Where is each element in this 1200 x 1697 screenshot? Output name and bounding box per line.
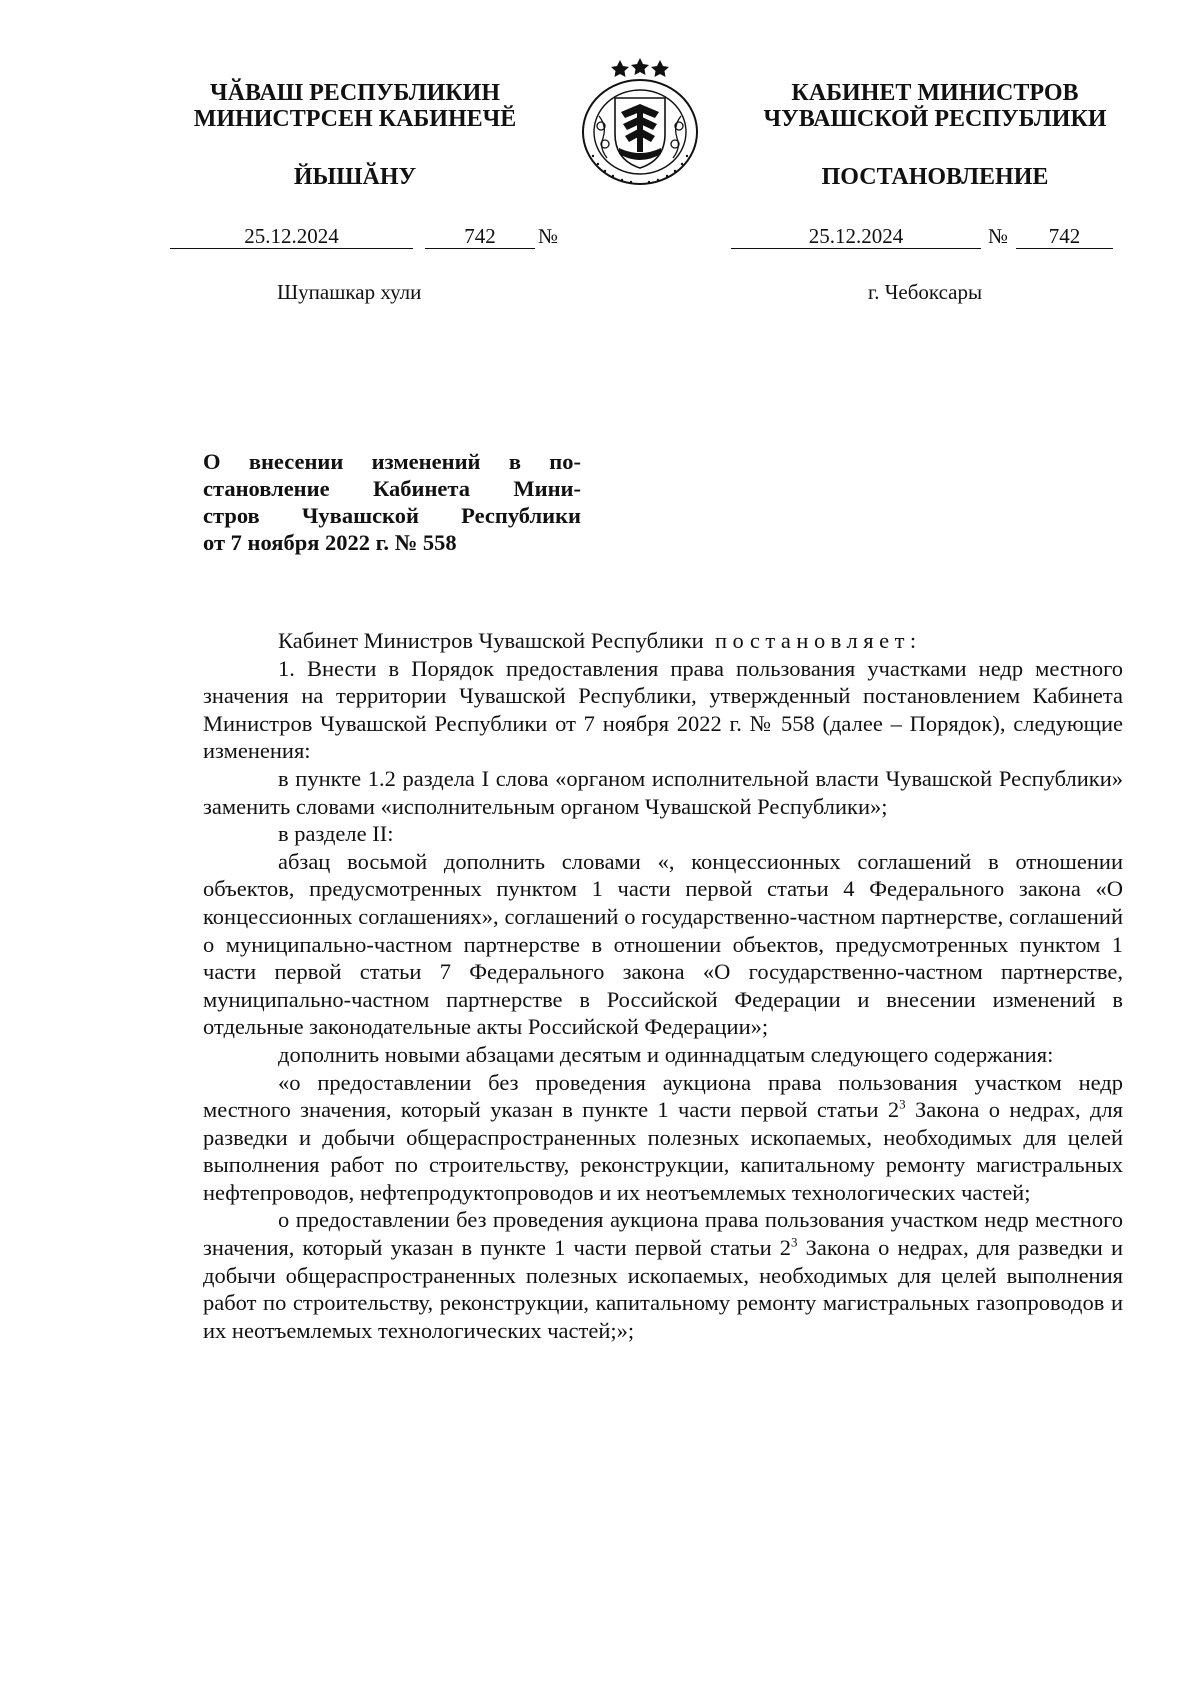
subject-line-1: О внесении изменений в по- <box>203 449 581 474</box>
header-left-doctype: ЙЫШӐНУ <box>293 164 417 190</box>
p6-superscript: 3 <box>899 1096 906 1112</box>
header-right-title <box>735 80 1135 132</box>
chuvash-coat-of-arms-icon <box>565 56 715 188</box>
document-subject <box>203 448 581 556</box>
subject-line-2: становление Кабинета Мини- <box>203 476 581 501</box>
body-paragraph-6 <box>203 1069 1123 1207</box>
p7-superscript: 3 <box>791 1234 798 1250</box>
header-right-line-2: ЧУВАШСКОЙ РЕСПУБЛИКИ <box>763 106 1107 132</box>
right-number: 742 <box>1016 224 1113 249</box>
header-right-doctype: ПОСТАНОВЛЕНИЕ <box>821 164 1049 190</box>
emblem <box>565 56 715 188</box>
left-number: 742 <box>425 224 535 249</box>
city-right: г. Чебоксары <box>868 280 983 304</box>
body-paragraph-7 <box>203 1206 1123 1344</box>
body-paragraph-3: в разделе II: <box>278 821 394 847</box>
body-paragraph-2: в пункте 1.2 раздела I слова «органом исполнительной власти Чувашской Республики» заменить словами «исполнительным органом Чувашской Республики»; <box>203 765 1123 819</box>
date-line-right <box>600 224 1200 250</box>
right-number-sign: № <box>988 224 1009 248</box>
left-number-sign: № <box>538 224 559 248</box>
document-body <box>203 627 1123 1344</box>
body-lead <box>203 627 1123 655</box>
lead-text: Кабинет Министров Чувашской Республики <box>278 628 715 653</box>
header-right-line-1: КАБИНЕТ МИНИСТРОВ <box>791 80 1079 106</box>
p7-part-b: Закона о недрах, для разведки и добычи общераспространенных полезных ископаемых, необходимых для целей выполнения работ по строительству, реконструкции, капитальному ремонту магистральных газопроводов и их неотъемлемых технологических частей;»; <box>203 1235 1123 1343</box>
header-left-title <box>170 80 540 132</box>
body-paragraph-5: дополнить новыми абзацами десятым и одиннадцатым следующего содержания: <box>278 1041 1054 1067</box>
city-left: Шупашкар хули <box>277 280 422 304</box>
p6-part-b: Закона о недрах, для разведки и добычи общераспространенных полезных ископаемых, необходимых для целей выполнения работ по строительству, реконструкции, капитальному ремонту магистральных нефтепроводов, нефтепродуктопроводов и их неотъемлемых технологических частей; <box>203 1097 1123 1205</box>
header-left-line-1: ЧӐВАШ РЕСПУБЛИКИН <box>210 80 500 106</box>
body-paragraph-1: 1. Внести в Порядок предоставления права пользования участками недр местного значения на территории Чувашской Республики, утвержденный постановлением Кабинета Министров Чувашской Республики от 7 ноября 2022 г. № 558 (далее – Порядок), следующие изменения: <box>203 655 1123 764</box>
p6-part-a: «о предоставлении без проведения аукциона права пользования участком недр местного значения, который указан в пункте 1 части первой статьи 2 <box>203 1069 1123 1123</box>
p7-part-a: о предоставлении без проведения аукциона права пользования участком недр местного значения, который указан в пункте 1 части первой статьи 2 <box>203 1207 1123 1261</box>
date-line-left <box>0 224 600 250</box>
right-date: 25.12.2024 <box>731 224 981 249</box>
subject-line-3: стров Чувашской Республики <box>203 503 581 528</box>
left-date: 25.12.2024 <box>170 224 413 249</box>
lead-decree-word: постановляет: <box>714 628 922 653</box>
header-left-line-2: МИНИСТРСЕН КАБИНЕЧӖ <box>193 106 517 132</box>
body-paragraph-4: абзац восьмой дополнить словами «, концессионных соглашений в отношении объектов, предусмотренных пунктом 1 части первой статьи 4 Федерального закона «О концессионных соглашениях», соглашений о государственно-частном партнерстве, соглашений о муниципально-частном партнерстве в отношении объектов, предусмотренных пунктом 1 части первой статьи 7 Федерального закона «О государственно-частном партнерстве, муниципально-частном партнерстве в Российской Федерации и внесении изменений в отдельные законодательные акты Российской Федерации»; <box>203 848 1123 1040</box>
subject-line-4: от 7 ноября 2022 г. № 558 <box>203 530 457 555</box>
